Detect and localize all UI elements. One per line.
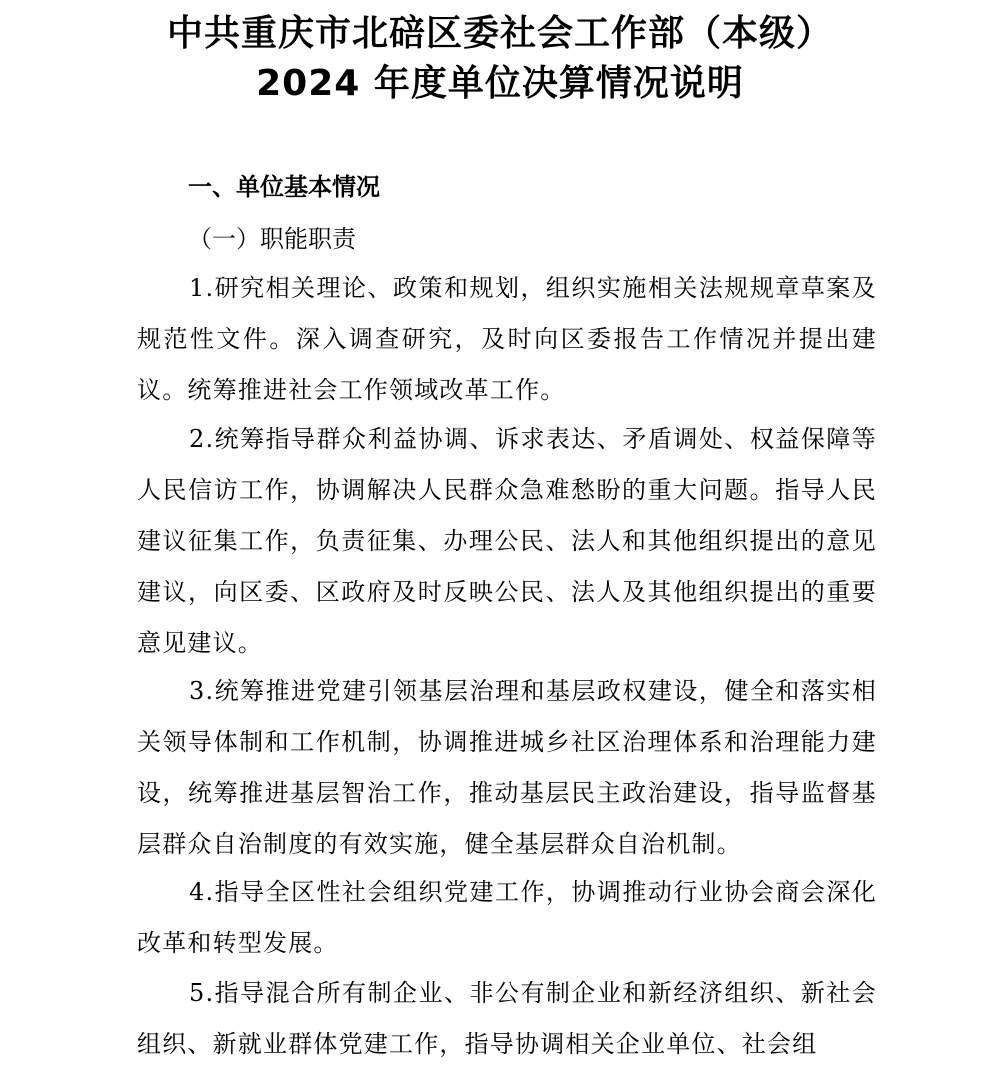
paragraph-1: 1.研究相关理论、政策和规划，组织实施相关法规规章草案及规范性文件。深入调查研究，及时向区委报告工作情况并提出建议。统筹推进社会工作领域改革工作。 [137,274,877,404]
paragraph-2: 2.统筹指导群众利益协调、诉求表达、矛盾调处、权益保障等人民信访工作，协调解决人民群众急难愁盼的重大问题。指导人民建议征集工作，负责征集、办理公民、法人和其他组织提出的意见建议，向区委、区政府及时反映公民、法人及其他组织提出的重要意见建议。 [137,425,877,657]
document-title-line-1: 中共重庆市北碚区委社会工作部（本级） [166,13,833,54]
paragraph-5: 5.指导混合所有制企业、非公有制企业和新经济组织、新社会组织、新就业群体党建工作，指导协调相关企业单位、社会组 [137,979,877,1058]
document-title-line-2: 2024 年度单位决算情况说明 [256,63,744,104]
paragraph-3: 3.统筹推进党建引领基层治理和基层政权建设，健全和落实相关领导体制和工作机制，协调推进城乡社区治理体系和治理能力建设，统筹推进基层智治工作，推动基层民主政治建设，指导监督基层群众自治制度的有效实施，健全基层群众自治机制。 [137,677,877,858]
subsection-heading: （一）职能职责 [188,225,356,253]
section-heading: 一、单位基本情况 [188,173,380,201]
paragraph-4: 4.指导全区性社会组织党建工作，协调推动行业协会商会深化改革和转型发展。 [137,878,877,957]
